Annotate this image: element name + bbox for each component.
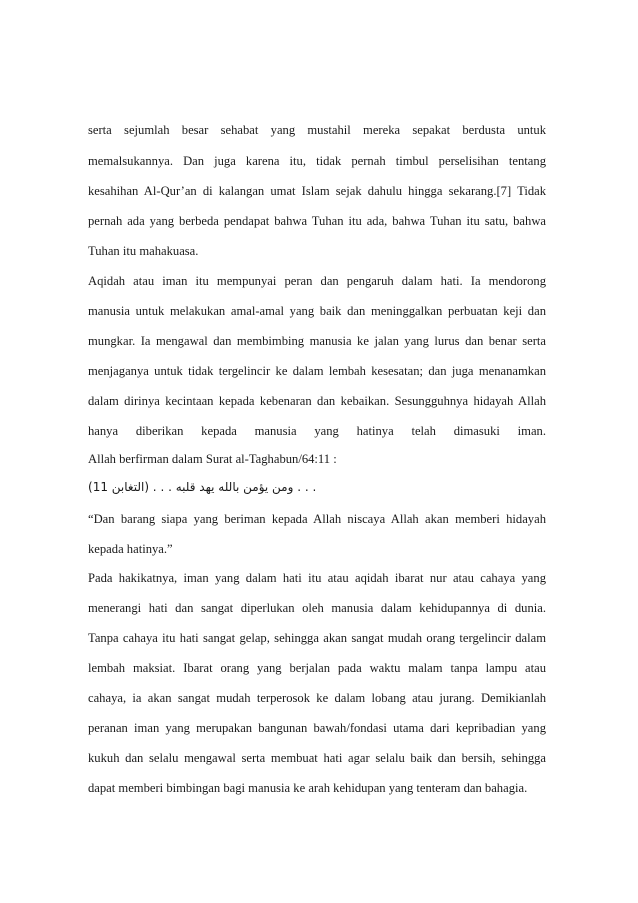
text-line: serta sejumlah besar sehabat yang mustahil mereka sepakat berdusta untuk	[88, 123, 546, 137]
text-line: “Dan barang siapa yang beriman kepada Allah niscaya Allah akan memberi hidayah	[88, 512, 546, 526]
text-line: mungkar. Ia mengawal dan membimbing manusia ke jalan yang lurus dan benar serta	[88, 334, 546, 348]
text-line: hanya diberikan kepada manusia yang hatinya telah dimasuki iman.	[88, 424, 546, 438]
text-line: cahaya, ia akan sangat mudah terperosok ke dalam lobang atau jurang. Demikianlah	[88, 691, 546, 705]
text-line: Allah berfirman dalam Surat al-Taghabun/64:11 :	[88, 452, 337, 466]
text-line: manusia untuk melakukan amal-amal yang baik dan meninggalkan perbuatan keji dan	[88, 304, 546, 318]
text-line: dalam dirinya kecintaan kepada kebenaran dan kebaikan. Sesungguhnya hidayah Allah	[88, 394, 546, 408]
text-line: Tanpa cahaya itu hati sangat gelap, sehingga akan sangat mudah orang tergelincir dalam	[88, 631, 546, 645]
text-line: Pada hakikatnya, iman yang dalam hati itu atau aqidah ibarat nur atau cahaya yang	[88, 571, 546, 585]
text-line: memalsukannya. Dan juga karena itu, tidak pernah timbul perselisihan tentang	[88, 154, 546, 168]
text-line: Aqidah atau iman itu mempunyai peran dan pengaruh dalam hati. Ia mendorong	[88, 274, 546, 288]
text-line: kukuh dan selalu mengawal serta membuat hati agar selalu baik dan bersih, sehingga	[88, 751, 546, 765]
text-line: kesahihan Al-Qur’an di kalangan umat Islam sejak dahulu hingga sekarang.[7] Tidak	[88, 184, 546, 198]
text-line: pernah ada yang berbeda pendapat bahwa Tuhan itu ada, bahwa Tuhan itu satu, bahwa	[88, 214, 546, 228]
text-line: peranan iman yang merupakan bangunan bawah/fondasi utama dari kepribadian yang	[88, 721, 546, 735]
text-line: Tuhan itu mahakuasa.	[88, 244, 199, 258]
arabic-verse: . . . ومن يؤمن بالله يهد قلبه . . . (التغابن 11)	[88, 480, 317, 494]
text-line: menerangi hati dan sangat diperlukan oleh manusia dalam kehidupannya di dunia.	[88, 601, 546, 615]
text-line: menjaganya untuk tidak tergelincir ke dalam lembah kesesatan; dan juga menanamkan	[88, 364, 546, 378]
text-line: lembah maksiat. Ibarat orang yang berjalan pada waktu malam tanpa lampu atau	[88, 661, 546, 675]
text-line: dapat memberi bimbingan bagi manusia ke arah kehidupan yang tenteram dan bahagia.	[88, 781, 528, 795]
text-line: kepada hatinya.”	[88, 542, 173, 556]
